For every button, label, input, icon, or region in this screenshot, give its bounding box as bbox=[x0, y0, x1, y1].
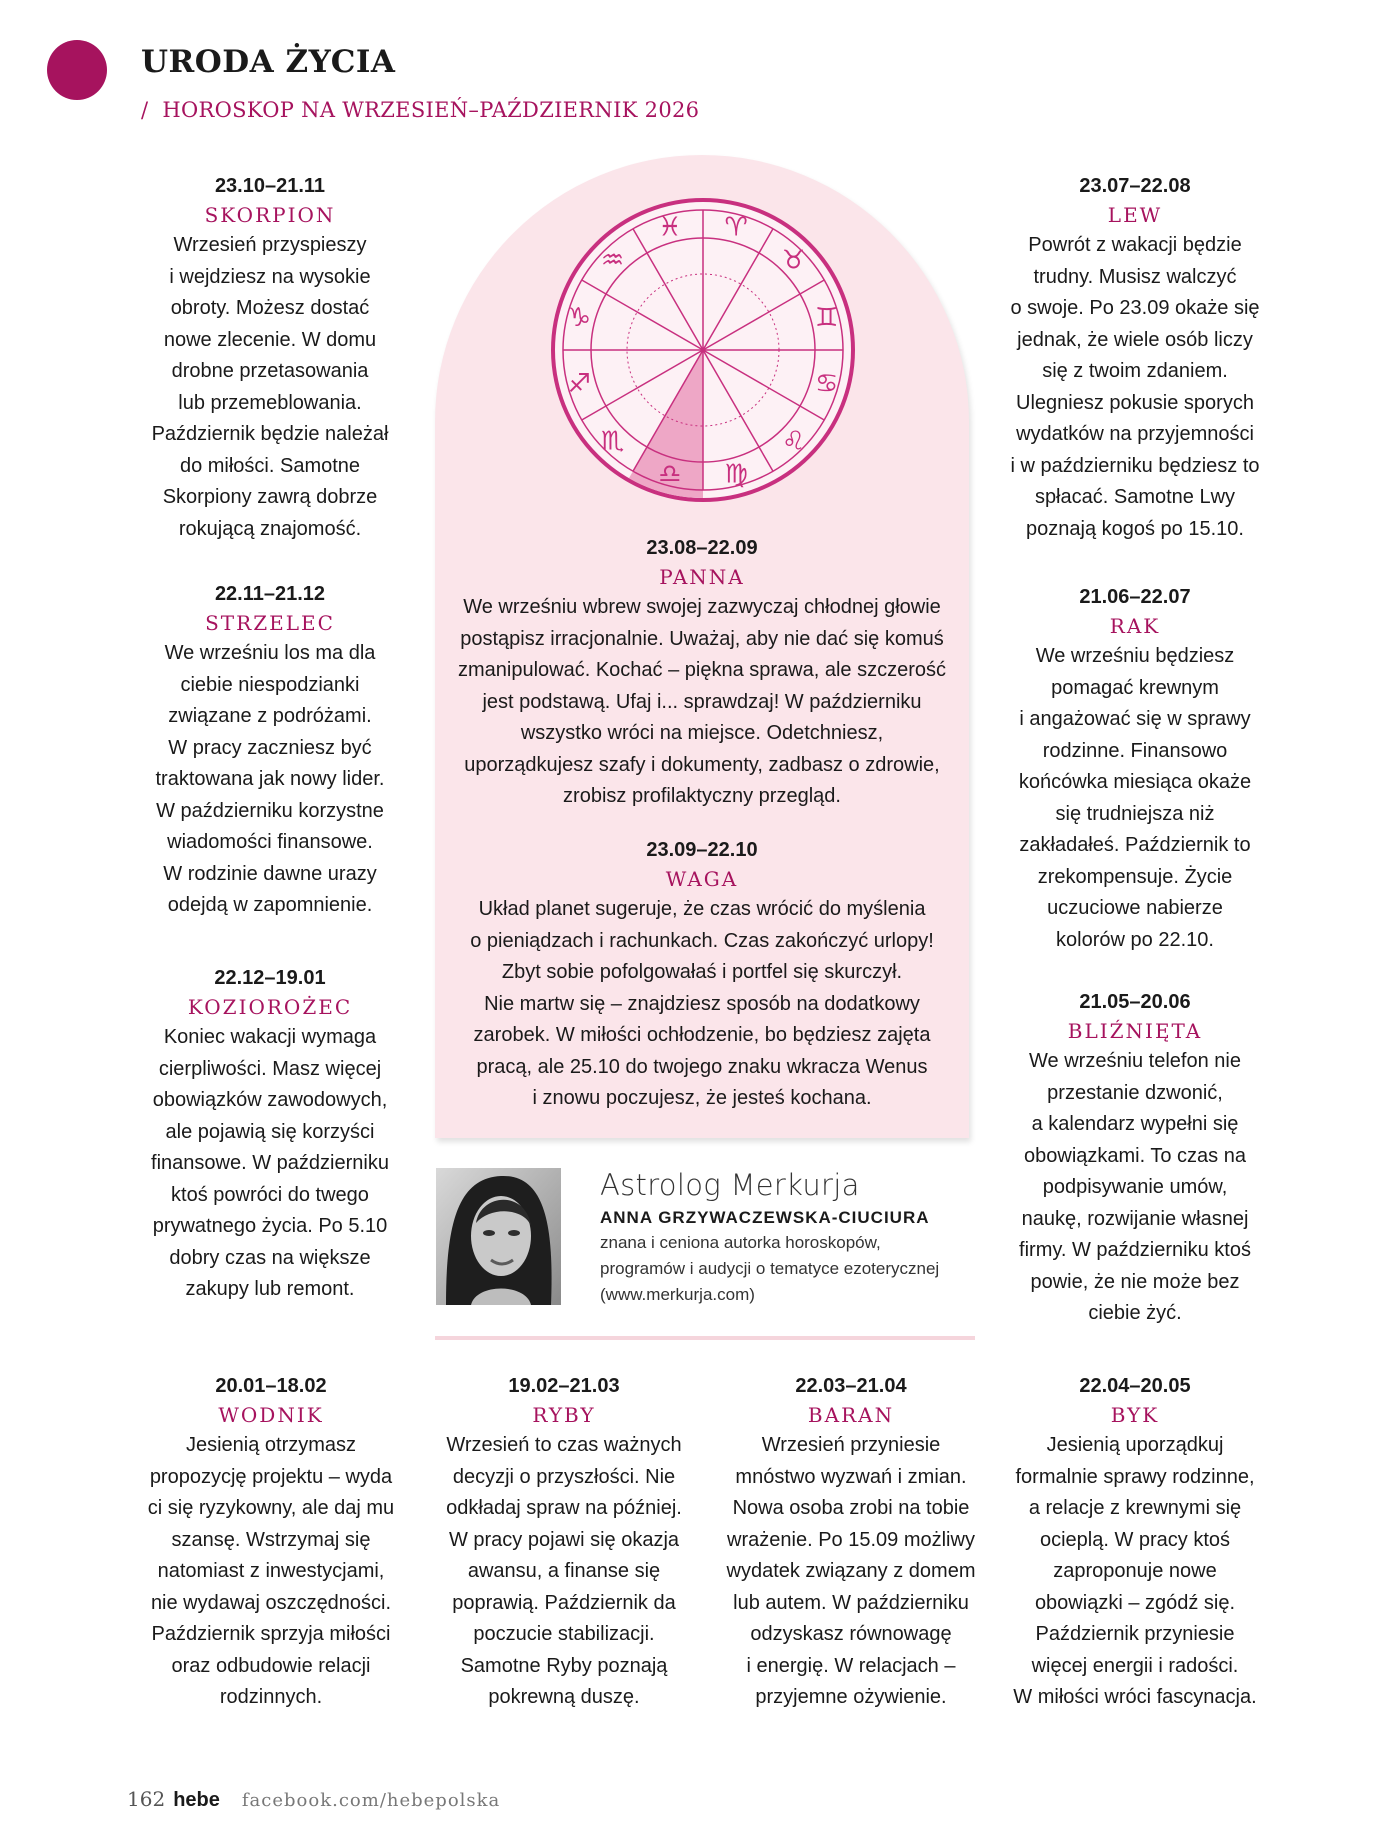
zodiac-glyph-icon: ♍ bbox=[724, 459, 748, 490]
zodiac-glyph-icon: ♑ bbox=[567, 302, 592, 333]
astrologer-bio: znana i ceniona autorka horoskopów, programów i audycji o tematyce ezoterycznej (www.merkurja.com) bbox=[600, 1233, 940, 1304]
sign-name: WAGA bbox=[665, 867, 739, 891]
sign-name: LEW bbox=[1107, 203, 1163, 227]
zodiac-glyph-icon: ♒ bbox=[600, 245, 625, 276]
sign-text: Wrzesień przyspieszy i wejdziesz na wysokie obroty. Możesz dostać nowe zlecenie. W domu drobne przetasowania lub przemeblowania. Październik będzie należał do miłości. Samotne Skorpiony zawrą dobrze rokującą znajomość. bbox=[151, 234, 389, 540]
zodiac-glyph-icon: ♏ bbox=[600, 426, 625, 457]
zodiac-glyph-icon: ♉ bbox=[781, 245, 806, 276]
sign-date: 20.01–18.02 bbox=[215, 1375, 327, 1397]
sign-name: WODNIK bbox=[218, 1403, 324, 1427]
subtitle-text: HOROSKOP NA WRZESIEŃ–PAŹDZIERNIK 2026 bbox=[162, 98, 700, 122]
sign-text: We wrześniu telefon nie przestanie dzwonić, a kalendarz wypełni się obowiązkami. To czas na podpisywanie umów, naukę, rozwijanie własnej firmy. W październiku ktoś powie, że nie może bez ciebie żyć. bbox=[1019, 1050, 1251, 1324]
sign-name: BARAN bbox=[807, 1403, 895, 1427]
sign-text: We wrześniu będziesz pomagać krewnym i angażować się w sprawy rodzinne. Finansowo końcówka miesiąca okaże się trudniejsza niż zakładałeś. Październik to zrekompensuje. Życie uczuciowe nabierze kolorów po 22.10. bbox=[1018, 645, 1252, 951]
page-footer bbox=[127, 1787, 500, 1812]
zodiac-wheel bbox=[548, 195, 858, 505]
sign-strzelec bbox=[140, 580, 400, 922]
sign-blizneta bbox=[1000, 988, 1270, 1330]
astrologer-photo bbox=[436, 1168, 561, 1305]
sign-wodnik bbox=[140, 1372, 402, 1714]
sign-date: 23.08–22.09 bbox=[646, 537, 758, 559]
sign-panna bbox=[440, 534, 964, 813]
sign-text: We wrześniu los ma dla ciebie niespodzianki związane z podróżami. W pracy zaczniesz być traktowana jak nowy lider. W październiku korzystne wiadomości finansowe. W rodzinie dawne urazy odejdą w zapomnienie. bbox=[155, 642, 385, 916]
sign-text: Wrzesień to czas ważnych decyzji o przyszłości. Nie odkładaj spraw na później. W pracy pojawi się okazja awansu, a finanse się poprawią. Październik da poczucie stabilizacji. Samotne Ryby poznają pokrewną duszę. bbox=[446, 1434, 682, 1708]
sign-name: BYK bbox=[1110, 1403, 1160, 1427]
sign-date: 19.02–21.03 bbox=[508, 1375, 620, 1397]
sign-text: Koniec wakacji wymaga cierpliwości. Masz więcej obowiązków zawodowych, ale pojawią się korzyści finansowe. W październiku ktoś powróci do twego prywatnego życia. Po 5.10 dobry czas na większe zakupy lub remont. bbox=[151, 1026, 389, 1300]
sign-rak bbox=[1000, 583, 1270, 956]
sign-date: 22.12–19.01 bbox=[214, 967, 326, 989]
astrologer-title: Astrolog Merkurja bbox=[600, 1168, 860, 1202]
sign-ryby bbox=[433, 1372, 695, 1714]
sign-text: Jesienią uporządkuj formalnie sprawy rodzinne, a relacje z krewnymi się ocieplą. W pracy ktoś zaproponuje nowe obowiązki – zgódź się. Październik przyniesie więcej energii i radości. W miłości wróci fascynacja. bbox=[1013, 1434, 1257, 1708]
sign-name: PANNA bbox=[659, 565, 745, 589]
subtitle-slash: / bbox=[141, 98, 149, 122]
sign-date: 23.09–22.10 bbox=[646, 839, 758, 861]
zodiac-glyph-icon: ♈ bbox=[724, 212, 748, 243]
sign-name: RYBY bbox=[532, 1403, 596, 1427]
sign-name: BLIŹNIĘTA bbox=[1067, 1019, 1203, 1043]
zodiac-glyph-icon: ♋ bbox=[814, 369, 839, 400]
sign-name: KOZIOROŻEC bbox=[187, 995, 353, 1019]
sign-name: RAK bbox=[1109, 614, 1161, 638]
sign-date: 22.04–20.05 bbox=[1079, 1375, 1191, 1397]
sign-lew bbox=[1000, 172, 1270, 545]
sign-text: Układ planet sugeruje, że czas wrócić do myślenia o pieniądzach i rachunkach. Czas zakończyć urlopy! Zbyt sobie pofolgowałaś i portfel się skurczył. Nie martw się – znajdziesz sposób na dodatkowy zarobek. W miłości ochłodzenie, bo będziesz zajęta pracą, ale 25.10 do twojego znaku wkracza Wenus i znowu poczujesz, że jesteś kochana. bbox=[470, 898, 934, 1109]
section-dot bbox=[47, 40, 107, 100]
sign-date: 22.03–21.04 bbox=[795, 1375, 907, 1397]
facebook-link[interactable]: facebook.com/hebepolska bbox=[241, 1790, 501, 1811]
zodiac-glyph-icon: ♌ bbox=[781, 426, 806, 457]
sign-date: 21.05–20.06 bbox=[1079, 991, 1191, 1013]
sign-date: 22.11–21.12 bbox=[214, 583, 326, 605]
page-number: 162 bbox=[127, 1787, 166, 1811]
zodiac-glyph-icon: ♓ bbox=[658, 212, 682, 243]
astrologer-info bbox=[600, 1168, 939, 1308]
sign-text: We wrześniu wbrew swojej zazwyczaj chłodnej głowie postąpisz irracjonalnie. Uważaj, aby nie dać się komuś zmanipulować. Kochać – piękna sprawa, ale szczerość jest podstawą. Ufaj i... sprawdzaj! W październiku wszystko wróci na miejsce. Odetchniesz, uporządkujesz szafy i dokumenty, zadbasz o zdrowie, zrobisz profilaktyczny przegląd. bbox=[457, 596, 947, 807]
brand-logo: hebe bbox=[173, 1789, 220, 1811]
sign-date: 23.10–21.11 bbox=[214, 175, 326, 197]
page-subtitle bbox=[141, 98, 699, 122]
astrologer-name: ANNA GRZYWACZEWSKA-CIUCIURA bbox=[600, 1208, 930, 1227]
sign-text: Powrót z wakacji będzie trudny. Musisz walczyć o swoje. Po 23.09 okaże się jednak, że wiele osób liczy się z twoim zdaniem. Ulegniesz pokusie sporych wydatków na przyjemności i w październiku będziesz to spłacać. Samotne Lwy poznają kogoś po 15.10. bbox=[1010, 234, 1260, 540]
divider bbox=[435, 1336, 975, 1340]
sign-name: SKORPION bbox=[204, 203, 336, 227]
sign-text: Wrzesień przyniesie mnóstwo wyzwań i zmian. Nowa osoba zrobi na tobie wrażenie. Po 15.09 możliwy wydatek związany z domem lub autem. W październiku odzyskasz równowagę i energię. W relacjach – przyjemne ożywienie. bbox=[726, 1434, 976, 1708]
sign-date: 23.07–22.08 bbox=[1079, 175, 1191, 197]
zodiac-glyph-icon: ♐ bbox=[567, 369, 592, 400]
sign-date: 21.06–22.07 bbox=[1079, 586, 1191, 608]
sign-name: STRZELEC bbox=[205, 611, 335, 635]
zodiac-glyph-icon: ♊ bbox=[814, 302, 839, 333]
sign-skorpion bbox=[140, 172, 400, 545]
sign-byk bbox=[1000, 1372, 1270, 1714]
sign-text: Jesienią otrzymasz propozycję projektu – wyda ci się ryzykowny, ale daj mu szansę. Wstrzymaj się natomiast z inwestycjami, nie wydawaj oszczędności. Październik sprzyja miłości oraz odbudowie relacji rodzinnych. bbox=[147, 1434, 395, 1708]
section-title: URODA ŻYCIA bbox=[141, 44, 396, 80]
sign-waga bbox=[440, 836, 964, 1115]
zodiac-glyph-icon: ♎ bbox=[658, 459, 682, 490]
sign-koziorozec bbox=[140, 964, 400, 1306]
sign-baran bbox=[716, 1372, 986, 1714]
